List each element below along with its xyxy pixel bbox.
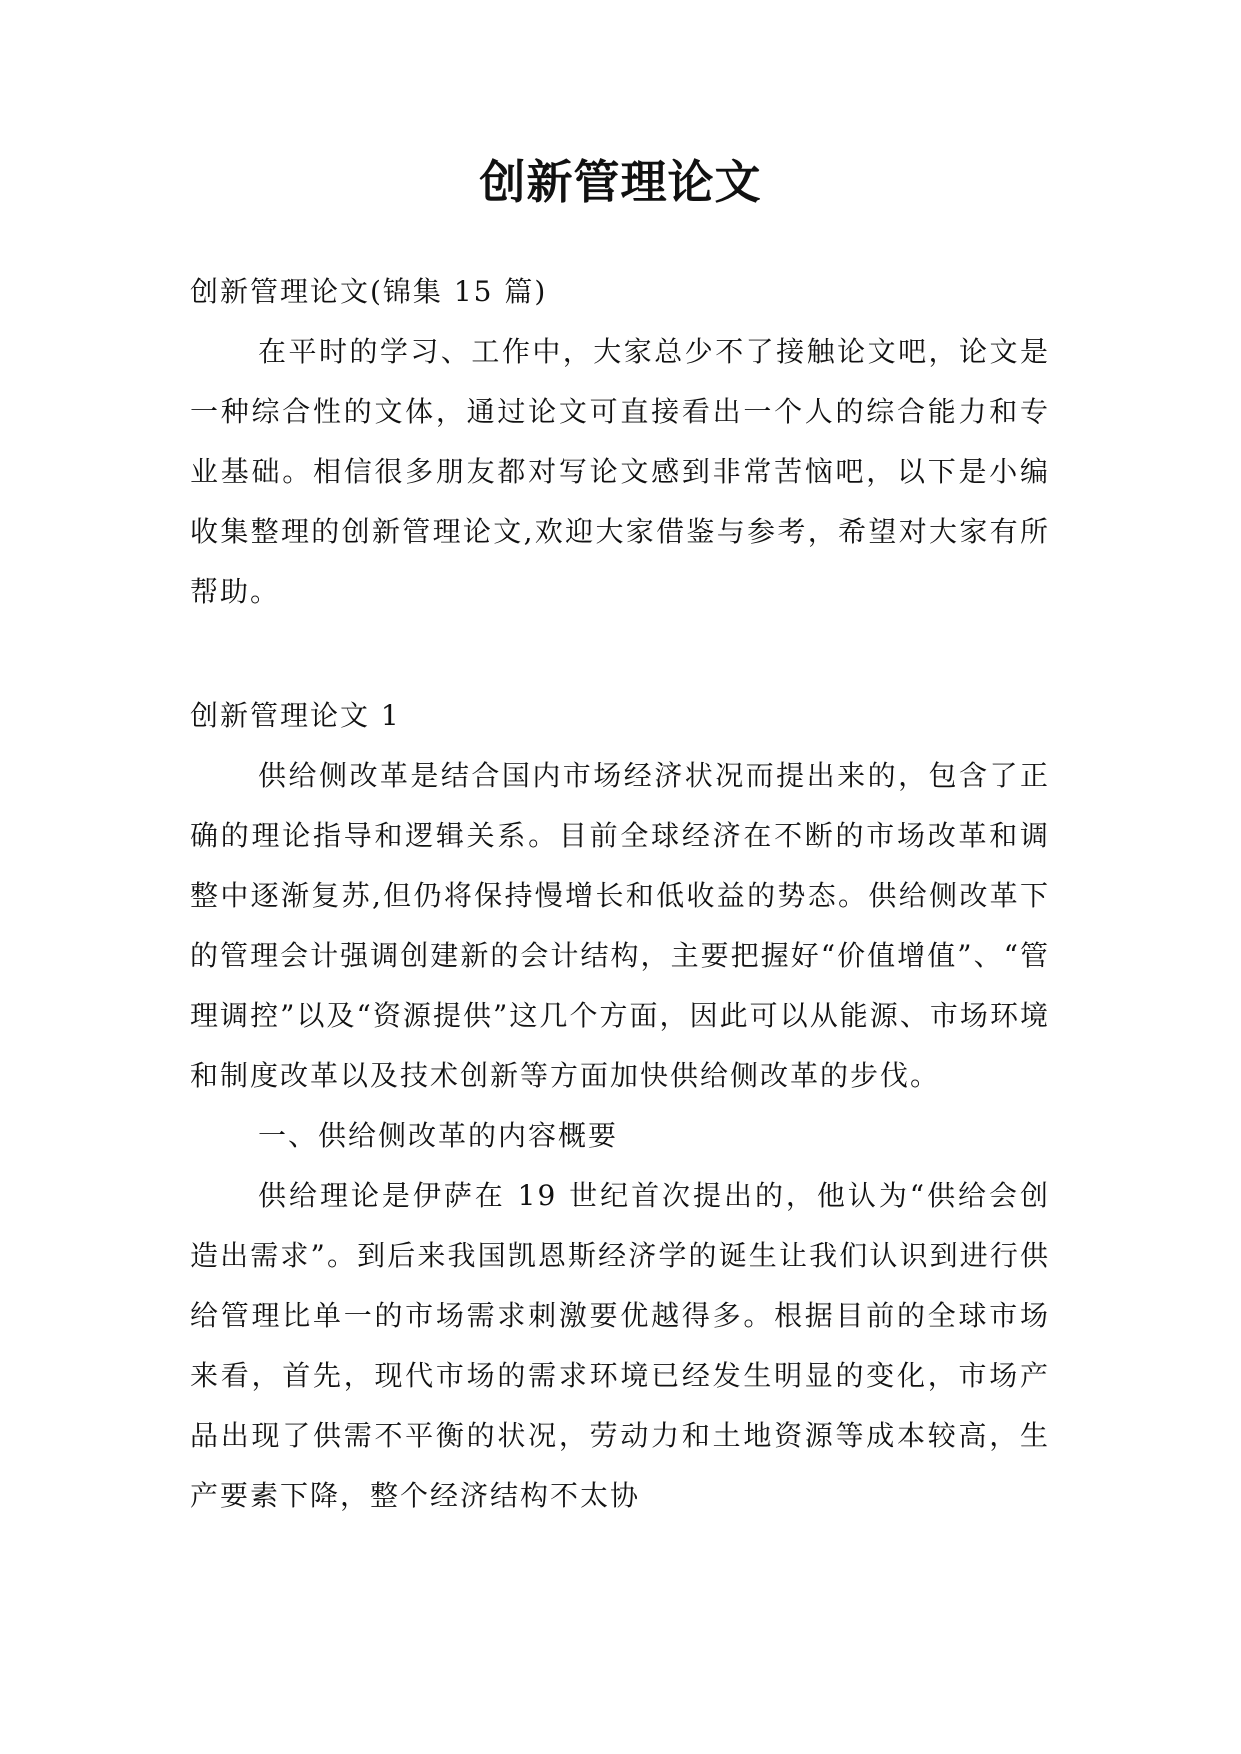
article-block bbox=[190, 686, 1050, 1526]
document-subtitle: 创新管理论文(锦集 15 篇) bbox=[190, 275, 548, 308]
subheading-1: 一、供给侧改革的内容概要 bbox=[258, 1119, 619, 1152]
section-heading: 创新管理论文 1 bbox=[190, 699, 401, 732]
document-title: 创新管理论文 bbox=[479, 155, 762, 209]
intro-paragraph: 在平时的学习、工作中，大家总少不了接触论文吧，论文是一种综合性的文体，通过论文可直接看出一个人的综合能力和专业基础。相信很多朋友都对写论文感到非常苦恼吧，以下是小编收集整理的创新管理论文,欢迎大家借鉴与参考，希望对大家有所帮助。 bbox=[190, 335, 1050, 608]
body-paragraph-2: 供给理论是伊萨在 19 世纪首次提出的，他认为“供给会创造出需求”。到后来我国凯恩斯经济学的诞生让我们认识到进行供给管理比单一的市场需求刺激要优越得多。根据目前的全球市场来看，首先，现代市场的需求环境已经发生明显的变化，市场产品出现了供需不平衡的状况，劳动力和土地资源等成本较高，生产要素下降，整个经济结构不太协 bbox=[190, 1179, 1050, 1512]
intro-block bbox=[190, 262, 1050, 622]
body-paragraph-1: 供给侧改革是结合国内市场经济状况而提出来的，包含了正确的理论指导和逻辑关系。目前全球经济在不断的市场改革和调整中逐渐复苏,但仍将保持慢增长和低收益的势态。供给侧改革下的管理会计强调创建新的会计结构，主要把握好“价值增值”、“管理调控”以及“资源提供”这几个方面，因此可以从能源、市场环境和制度改革以及技术创新等方面加快供给侧改革的步伐。 bbox=[190, 759, 1050, 1092]
